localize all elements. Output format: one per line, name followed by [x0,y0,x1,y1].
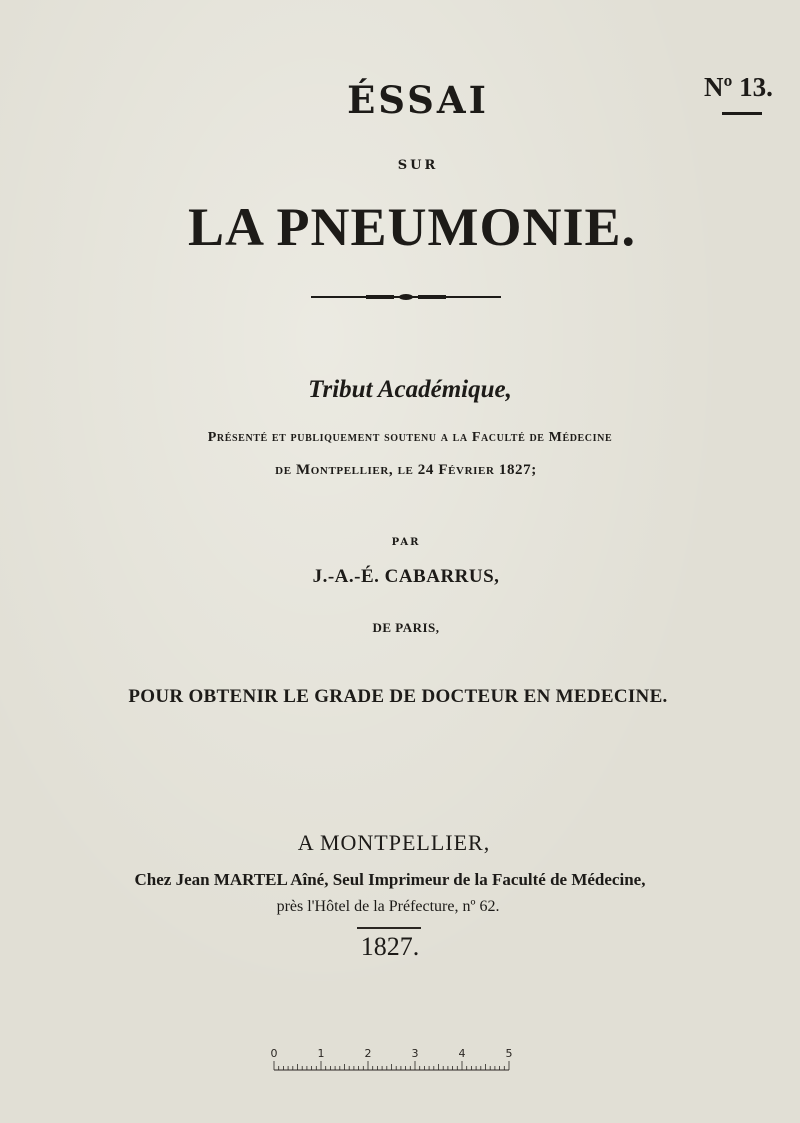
subtitle: Tribut Académique, [308,376,512,403]
scale-label: 3 [411,1047,419,1060]
imprint-address: près l'Hôtel de la Préfecture, nº 62. [276,898,500,915]
number-underline [722,112,762,115]
author-name: J.-A.-É. CABARRUS, [312,566,500,587]
title-essai: ÉSSAI [347,78,489,122]
scale-bar [268,1046,516,1076]
title-connector: SUR [397,158,439,173]
ornament-rule [311,294,501,300]
presentation-line-1: Présenté et publiquement soutenu a la Faculté de Médecine [207,430,613,445]
scale-label: 5 [505,1047,513,1060]
imprint-rule [357,927,421,929]
document-number: Nº 13. [704,72,773,102]
scale-label: 1 [317,1047,325,1060]
main-title: LA PNEUMONIE. [187,197,637,257]
scale-label: 2 [364,1047,372,1060]
by-label: PAR [391,537,421,548]
imprint-year: 1827. [360,932,420,961]
scale-label: 4 [458,1047,466,1060]
imprint-printer: Chez Jean MARTEL Aîné, Seul Imprimeur de la Faculté de Médecine, [134,870,646,889]
imprint-city: A MONTPELLIER, [297,830,491,855]
scale-label: 0 [270,1047,278,1060]
presentation-line-2: de Montpellier, le 24 Février 1827; [275,462,537,478]
author-origin: DE PARIS, [372,620,440,635]
purpose-line: POUR OBTENIR LE GRADE DE DOCTEUR EN MEDECINE. [128,686,668,707]
